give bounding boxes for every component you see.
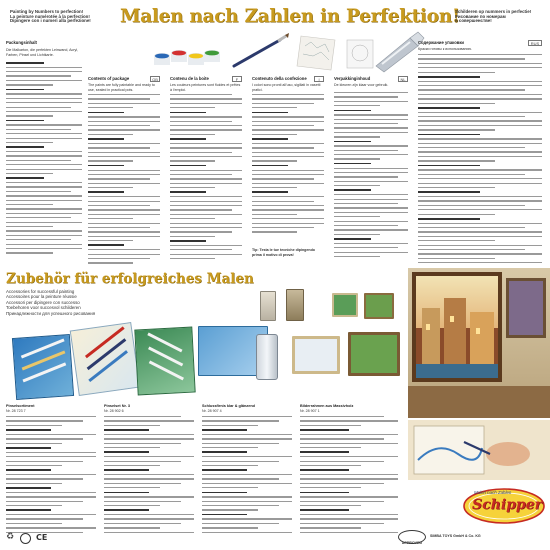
column-it-title: Contenuto della confezione <box>252 76 307 81</box>
company-info <box>430 534 490 539</box>
caption-varnish-code: Nr. 28 907 4 <box>202 408 222 413</box>
column-fr-title: Contenu de la boite <box>170 76 209 81</box>
frame-sample-2 <box>286 289 304 321</box>
column-en <box>88 76 162 266</box>
brand-name: Schipper <box>472 497 542 513</box>
column-ru-title: Содержание упаковки <box>418 40 464 45</box>
accessories-subtitle-ru: Принадлежности для успешного рисования <box>6 310 96 316</box>
column-fr-badge: F <box>232 76 242 82</box>
left-subtitle-1: Painting by Numbers to perfection! <box>10 9 84 14</box>
varnish-can <box>256 334 278 380</box>
intro-column <box>6 40 82 265</box>
caption-varnish-title: Schlussfirnis klar & glänzend <box>202 404 255 408</box>
frame-sample-3 <box>332 293 358 317</box>
contents-photos <box>90 28 420 76</box>
caption-brushset-title: Pinselset Nr. 3 <box>104 404 130 408</box>
column-nl-badge: NL <box>398 76 408 82</box>
column-it-intro: I colori sono pronti all'uso, sigillati in vasetti pratici. <box>252 83 321 92</box>
caption-brushset-code: Nr. 28 902 6 <box>104 408 124 413</box>
page-title: Malen nach Zahlen in Perfektion! <box>120 6 460 27</box>
frame-product-sample-2 <box>348 332 400 376</box>
caption-brushes-body <box>6 416 96 534</box>
canvas-board-image <box>295 32 339 72</box>
caption-brushes-code: Nr. 28 723 7 <box>6 408 26 413</box>
column-nl-body <box>334 92 408 264</box>
painting-photo <box>408 268 550 418</box>
left-subtitle-2: La peinture numérotée à la perfection! <box>10 13 90 19</box>
accessories-subtitle-fr: Accessoires pour la peinture réussie <box>6 294 77 300</box>
ce-mark-icon: CE <box>36 533 48 542</box>
caption-frames <box>300 404 400 534</box>
caption-varnish <box>202 404 294 534</box>
accessories-subtitle-it: Accessori per dipingere con successo <box>6 299 80 305</box>
caption-brushes <box>6 404 98 534</box>
intro-column-body <box>6 62 82 260</box>
column-en-body <box>88 94 160 264</box>
header-right-subtitles <box>455 10 547 24</box>
right-subtitle-3: в совершенстве! <box>455 18 492 24</box>
painting-scene-image <box>408 268 550 418</box>
caption-frames-title: Bilderrahmen aus Massivholz <box>300 404 354 408</box>
right-subtitle-2: Рисование по номерам <box>455 13 506 19</box>
frame-product-box <box>292 330 402 386</box>
brush-image <box>230 32 290 72</box>
brush-set-box-3 <box>134 327 195 396</box>
footer <box>0 530 550 550</box>
intro-column-title: Packungsinhalt <box>6 40 37 45</box>
brush-set-box-1 <box>12 334 74 400</box>
approval-seal-label: APPROVED <box>401 541 423 545</box>
frame-sample-4 <box>364 293 394 319</box>
age-warning-icon <box>20 533 31 544</box>
column-en-intro: The paints are fully paintable and ready to use, sealed in practical pots. <box>88 83 155 92</box>
column-nl-title: Verpakkinginhoud <box>334 76 371 81</box>
approval-seal <box>398 530 426 544</box>
column-it-badge: I <box>314 76 324 82</box>
paint-pots-image <box>152 38 224 70</box>
column-it-tip: Tip: Testa le tue tecniche dipingendo prima il motivo di prova! <box>252 248 315 257</box>
company-name: SIMBA TOYS GmbH & Co. KG <box>430 534 481 538</box>
left-subtitle-3: Dipingere con i numeri alla perfezione! <box>10 18 91 24</box>
column-fr-body <box>170 94 242 264</box>
column-it <box>252 76 326 266</box>
column-nl-intro: De kleuren zijn klaar voor gebruik. <box>334 83 389 87</box>
column-ru-intro: Краски готовы к использованию. <box>418 47 473 51</box>
accessories-subtitle-en: Accessories for successful painting <box>6 289 75 294</box>
column-ru-badge: RUS <box>528 40 542 46</box>
caption-frames-body <box>300 416 398 534</box>
column-en-badge: GB <box>150 76 160 82</box>
brand-slogan: Malen nach Zahlen <box>474 490 512 495</box>
column-ru-body <box>418 54 542 264</box>
column-en-title: Contents of package <box>88 76 130 81</box>
painting-hand-photo <box>408 420 550 480</box>
brand-logo <box>462 484 546 526</box>
accessories-subtitle-nl: Toebehoren voor succesvol schilderen <box>6 305 81 311</box>
caption-varnish-body <box>202 416 292 534</box>
caption-brushes-title: Pinselsortiment <box>6 404 35 408</box>
header-left-subtitles <box>10 10 120 24</box>
column-it-body <box>252 94 324 244</box>
column-nl <box>334 76 410 266</box>
column-fr <box>170 76 244 266</box>
caption-brushset-body <box>104 416 194 534</box>
accessories-title: Zubehör für erfolgreiches Malen <box>6 271 254 287</box>
footer-icons <box>6 532 126 546</box>
right-subtitle-1: Schilderen op nummers in perfectie! <box>455 9 532 14</box>
column-fr-intro: Les couleurs peintures sont fluides et prêtes à l'emploi. <box>170 83 241 92</box>
brush-set-box-2 <box>70 322 141 396</box>
column-ru <box>418 40 544 266</box>
recycle-icon: ♻ <box>6 532 15 542</box>
intro-column-text: Die Malkarton, die perfekten Leinwand, Acryl, Farben, Pinsel und Lichtkarte. <box>6 48 79 57</box>
varnish-box <box>198 316 288 392</box>
hand-painting-image <box>408 420 550 480</box>
caption-frames-code: Nr. 28 907 1 <box>300 408 320 413</box>
frame-product-sample-1 <box>292 336 340 374</box>
caption-brushset <box>104 404 196 534</box>
